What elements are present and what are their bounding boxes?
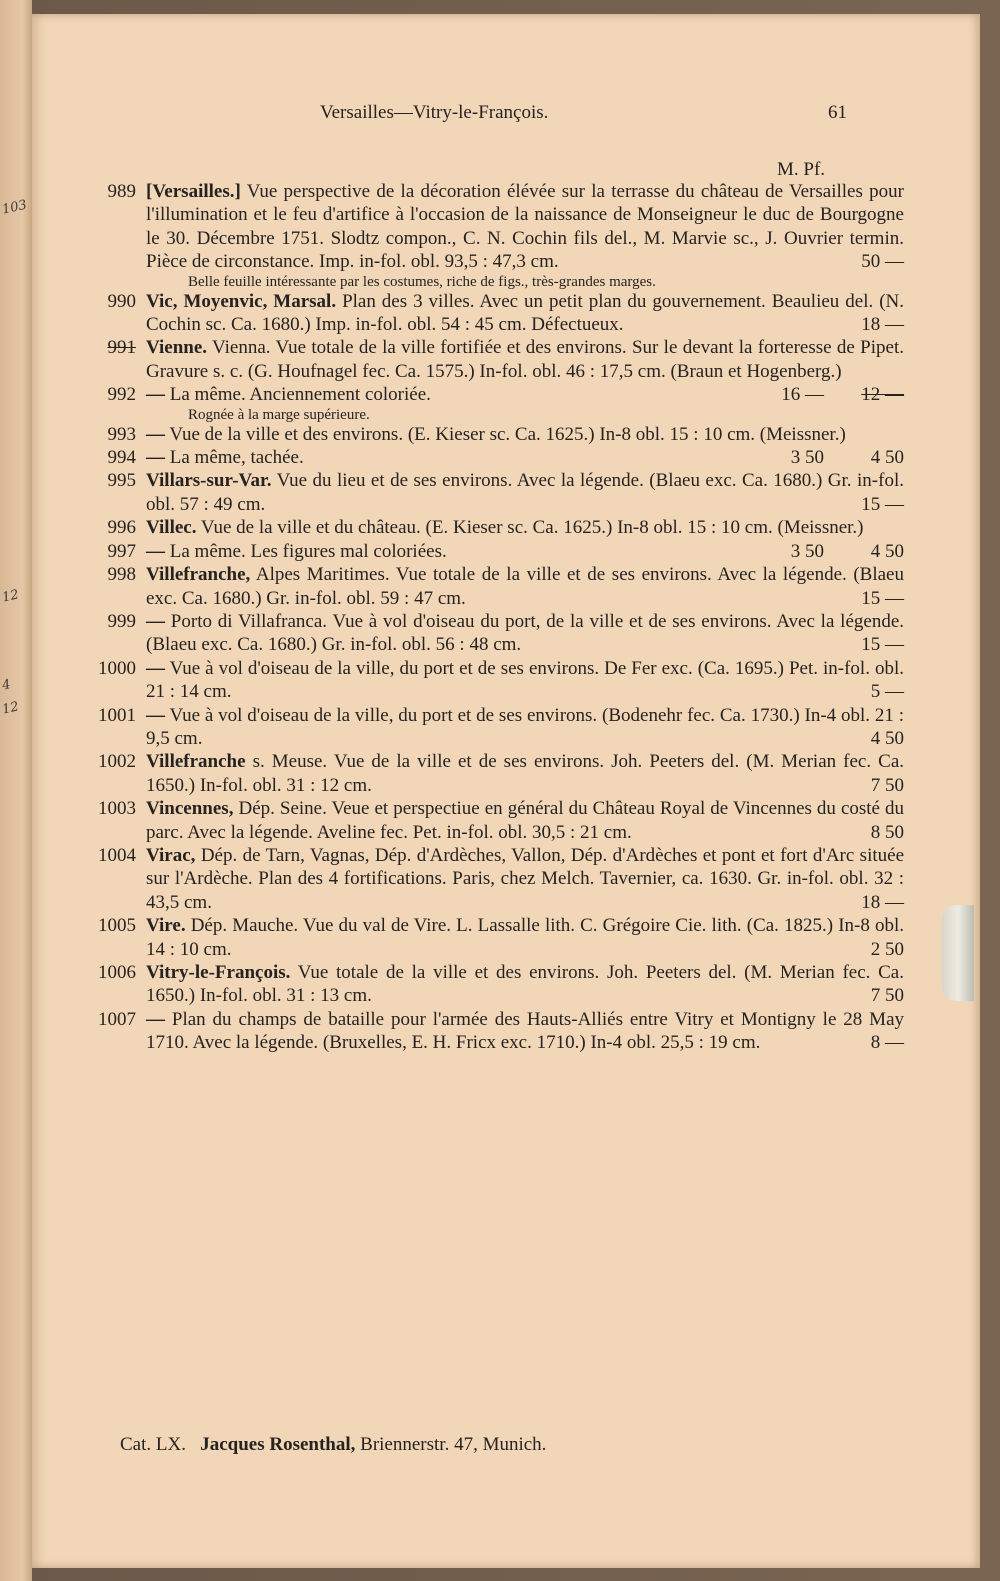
- catalog-entry: [84, 540, 904, 563]
- catalog-entry: [84, 750, 904, 797]
- margin-note: 12: [0, 699, 21, 718]
- lot-number: 999: [107, 610, 136, 632]
- lot-number: 1002: [98, 751, 136, 773]
- lot-number: 989: [107, 181, 136, 202]
- entry-head: [Versailles.]: [146, 181, 241, 202]
- lot-number: 995: [107, 470, 136, 492]
- entry-head: —: [146, 610, 165, 632]
- lot-number: 993: [107, 423, 136, 445]
- entry-text: Vue de la ville et du château. (E. Kieser sc. Ca. 1625.) In-8 obl. 15 : 10 cm. (Meissner.): [200, 517, 864, 539]
- lot-number: 1001: [98, 704, 136, 726]
- page-footer: [120, 1434, 900, 1456]
- entry-head: Vienne.: [146, 337, 208, 359]
- catalog-entry: [84, 914, 904, 961]
- catalog-entry: [84, 610, 904, 657]
- entry-text: Vue de la ville et des environs. (E. Kieser sc. Ca. 1625.) In-8 obl. 15 : 10 cm. (Meissner.): [169, 423, 846, 445]
- entry-head: —: [146, 447, 165, 469]
- catalog-entry: [84, 383, 904, 422]
- catalog-entry: [84, 1008, 904, 1055]
- lot-number: 1004: [98, 844, 136, 866]
- entry-head: Villefranche,: [146, 564, 251, 586]
- lot-number: 992: [107, 384, 136, 406]
- catalog-entry: [84, 563, 904, 610]
- lot-number: 1005: [98, 915, 136, 937]
- entry-head: Vire.: [146, 915, 186, 937]
- currency-heading: M. Pf.: [777, 159, 826, 180]
- entry-price: 4 50: [870, 540, 904, 562]
- entry-text: La même. Anciennement coloriée.: [169, 384, 431, 406]
- lot-number: 998: [107, 564, 136, 586]
- lot-number: 991: [107, 337, 136, 359]
- catalog-entry: [84, 469, 904, 516]
- page-title: Versailles—Vitry-le-François.: [320, 102, 549, 123]
- entry-price: 18 —: [861, 891, 904, 913]
- lot-number: 1006: [98, 962, 136, 983]
- entry-price: 2 50: [870, 938, 904, 960]
- catalog-entry: [84, 704, 904, 751]
- entry-text: s. Meuse. Vue de la ville et de ses environs. Joh. Peeters del. (M. Merian fec. Ca. 1650.) In-fol. obl. 31 : 12 cm.: [146, 751, 905, 796]
- entry-text: Vue perspective de la décoration élévée sur la terrasse du château de Versailles pour l'illumination et le feu d'artifice à l'occasion de la naissance de Monseigneur le duc de Bourgogne le 30. Décembre 1751. Slodtz compon., C. N. Cochin fils del., M. Marvie sc., J. Ouvrier termin. Pièce de circonstance. Imp. in-fol. obl. 93,5 : 47,3 cm.: [146, 181, 904, 273]
- entry-price: 18 —: [861, 314, 904, 336]
- entry-head: —: [146, 384, 165, 406]
- entry-head: —: [146, 657, 165, 679]
- entry-text: Dép. de Tarn, Vagnas, Dép. d'Ardèches, Vallon, Dép. d'Ardèches et pont et fort d'Arc située sur l'Ardèche. Plan des 4 fortifications. Paris, chez Melch. Tavernier, ca. 1630. Gr. in-fol. obl. 32 : 43,5 cm.: [146, 844, 905, 913]
- catalog-number: Cat. LX.: [120, 1434, 186, 1455]
- catalog-page: [32, 14, 980, 1568]
- entry-head: Villec.: [146, 517, 197, 539]
- entry-head: Vitry-le-François.: [146, 962, 291, 983]
- entry-price: 7 50: [870, 774, 904, 796]
- entry-head: —: [146, 540, 165, 562]
- entry-text: Vue à vol d'oiseau de la ville, du port et de ses environs. De Fer exc. (Ca. 1695.) Pet. in-fol. obl. 21 : 14 cm.: [146, 657, 904, 703]
- lot-number: 1007: [98, 1008, 136, 1030]
- margin-note: 103: [0, 197, 29, 218]
- entry-price: 7 50: [870, 985, 904, 1007]
- entry-price: 15 —: [861, 587, 904, 609]
- catalog-entry: [84, 446, 904, 469]
- publisher-name: Jacques Rosenthal,: [200, 1434, 356, 1455]
- catalog-entry: [84, 657, 904, 704]
- entry-head: Virac,: [146, 844, 196, 866]
- entry-head: Vincennes,: [146, 798, 234, 820]
- entry-price: 8 50: [870, 821, 904, 843]
- catalog-entry: [84, 180, 904, 290]
- entry-text: Vue à vol d'oiseau de la ville, du port et de ses environs. (Bodenehr fec. Ca. 1730.) In-4 obl. 21 : 9,5 cm.: [146, 704, 904, 749]
- running-header: [32, 102, 980, 132]
- entry-price: 8 —: [870, 1032, 904, 1054]
- entry-text: La même. Les figures mal coloriées.: [169, 540, 447, 562]
- entry-text: La même, tachée.: [169, 447, 304, 469]
- entry-text: Vue du lieu et de ses environs. Avec la légende. (Blaeu exc. Ca. 1680.) Gr. in-fol. obl. 57 : 49 cm.: [146, 470, 904, 515]
- lot-number: 996: [107, 517, 136, 539]
- entry-price: 16 —: [781, 384, 824, 406]
- entry-text: Dép. Seine. Veue et perspectiue en général du Château Royal de Vincennes du costé du parc. Avec la légende. Aveline fec. Pet. in-fol. obl. 30,5 : 21 cm.: [146, 798, 904, 843]
- catalog-entry: [84, 290, 904, 337]
- entry-text: Dép. Mauche. Vue du val de Vire. L. Lassalle lith. C. Grégoire Cie. lith. (Ca. 1825.) In-8 obl. 14 : 10 cm.: [146, 915, 904, 960]
- entry-list: [84, 180, 904, 1055]
- margin-note: 12: [0, 587, 21, 606]
- publisher-address: Briennerstr. 47, Munich.: [360, 1434, 547, 1455]
- entry-price: 4 50: [870, 447, 904, 469]
- entry-text: Vienna. Vue totale de la ville fortifiée et des environs. Sur le devant la forteresse de Pipet. Gravure s. c. (G. Houfnagel fec. Ca. 1575.) In-fol. obl. 46 : 17,5 cm. (Braun et Hogenberg.): [146, 337, 904, 382]
- entry-note: Belle feuille intéressante par les costumes, riche de figs., très-grandes marges.: [188, 273, 656, 290]
- entry-text: Plan du champs de bataille pour l'armée des Hauts-Alliés entre Vitry et Montigny le 28 May 1710. Avec la légende. (Bruxelles, E. H. Fricx exc. 1710.) In-4 obl. 25,5 : 19 cm.: [146, 1008, 904, 1054]
- entry-text: Porto di Villafranca. Vue à vol d'oiseau du port, de la ville et de ses environs. Avec la légende. (Blaeu exc. Ca. 1680.) Gr. in-fol. obl. 56 : 48 cm.: [146, 610, 905, 656]
- catalog-entry: [84, 961, 904, 1008]
- entry-head: Villars-sur-Var.: [146, 470, 272, 492]
- adjacent-page-edge: [0, 0, 32, 1581]
- entry-head: Vic, Moyenvic, Marsal.: [146, 290, 337, 312]
- entry-text: Vue totale de la ville et des environs. Joh. Peeters del. (M. Merian fec. Ca. 1650.) In-fol. obl. 31 : 13 cm.: [146, 962, 904, 1007]
- entry-head: —: [146, 423, 165, 445]
- margin-note: 4: [0, 677, 13, 694]
- lot-number: 1000: [98, 657, 136, 679]
- entry-price: 3 50: [790, 447, 824, 469]
- entry-price: 12 —: [861, 384, 904, 406]
- entry-text: Plan des 3 villes. Avec un petit plan du gouvernement. Beaulieu del. (N. Cochin sc. Ca. 1680.) Imp. in-fol. obl. 54 : 45 cm. Défectueux.: [146, 290, 904, 336]
- page-number: 61: [828, 102, 847, 123]
- entry-price: 50 —: [861, 251, 904, 273]
- lot-number: 990: [107, 290, 136, 312]
- catalog-entry: [84, 844, 904, 914]
- entry-text: Alpes Maritimes. Vue totale de la ville et de ses environs. Avec la légende. (Blaeu exc. Ca. 1680.) Gr. in-fol. obl. 59 : 47 cm.: [146, 564, 904, 609]
- entry-price: 15 —: [861, 493, 904, 515]
- lot-number: 1003: [98, 798, 136, 820]
- entry-head: —: [146, 1008, 165, 1030]
- entry-head: —: [146, 704, 165, 726]
- lot-number: 997: [107, 540, 136, 562]
- catalog-entry: [84, 797, 904, 844]
- entry-note: Rognée à la marge supérieure.: [188, 406, 370, 423]
- entry-price: 3 50: [790, 540, 824, 562]
- entry-price: 4 50: [870, 727, 904, 749]
- page-clip: [942, 905, 974, 1001]
- entry-head: Villefranche: [146, 751, 246, 773]
- entry-price: 5 —: [870, 681, 904, 703]
- entry-price: 15 —: [861, 634, 904, 656]
- lot-number: 994: [107, 447, 136, 469]
